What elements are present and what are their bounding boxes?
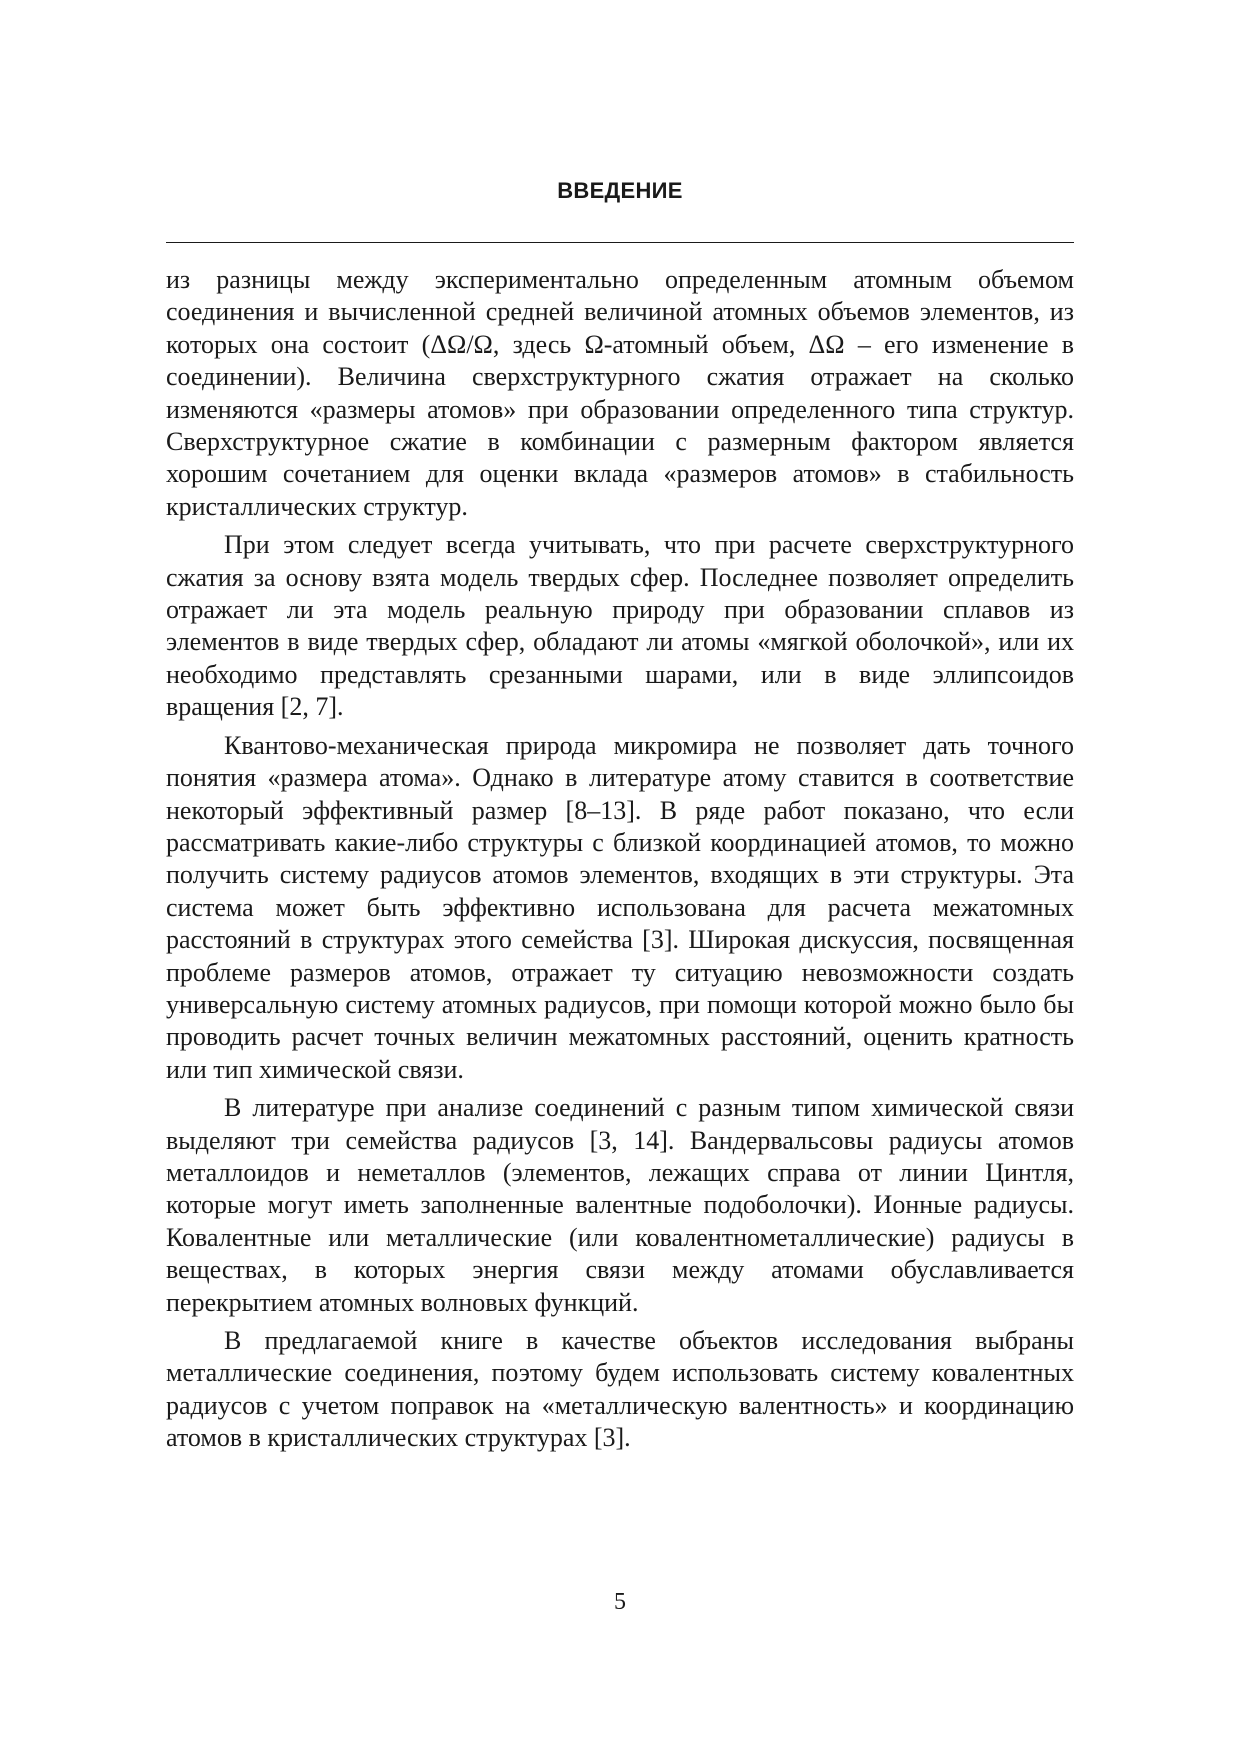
running-head-title: ВВЕДЕНИЕ [557, 178, 683, 203]
paragraph-2: При этом следует всегда учитывать, что при расчете сверхструктурного сжатия за основу взята модель твердых сфер. Последнее позволяет определить отражает ли эта модель реальную природу при образовании сплавов из элементов в виде твердых сфер, обладают ли атомы «мягкой оболочкой», или их необходимо представлять срезанными шарами, или в виде эллипсоидов вращения [2, 7]. [166, 530, 1074, 722]
paragraph-4: В литературе при анализе соединений с разным типом химической связи выделяют три семейства радиусов [3, 14]. Вандервальсовы радиусы атомов металлоидов и неметаллов (элементов, лежащих справа от линии Цинтля, которые могут иметь заполненные валентные подоболочки). Ионные радиусы. Ковалентные или металлические (или ковалентнометаллические) радиусы в веществах, в которых энергия связи между атомами обуславливается перекрытием атомных волновых функций. [166, 1093, 1074, 1317]
body-text [166, 264, 1074, 1455]
paragraph-3: Квантово-механическая природа микромира не позволяет дать точного понятия «размера атома». Однако в литературе атому ставится в соответствие некоторый эффективный размер [8–13]. В ряде работ показано, что если рассматривать какие-либо структуры с близкой координацией атомов, то можно получить систему радиусов атомов элементов, входящих в эти структуры. Эта система может быть эффективно использована для расчета межатомных расстояний в структурах этого семейства [3]. Широкая дискуссия, посвященная проблеме размеров атомов, отражает ту ситуацию невозможности создать универсальную систему атомных радиусов, при помощи которой можно было бы проводить расчет точных величин межатомных расстояний, оценить кратность или тип химической связи. [166, 730, 1074, 1084]
paragraph-5: В предлагаемой книге в качестве объектов исследования выбраны металлические соединения, поэтому будем использовать систему ковалентных радиусов с учетом поправок на «металлическую валентность» и координацию атомов в кристаллических структурах [3]. [166, 1326, 1074, 1453]
page-number: 5 [614, 1589, 626, 1615]
paragraph-1: из разницы между экспериментально определенным атомным объемом соединения и вычисленной средней величиной атомных объемов элементов, из которых она состоит (ΔΩ/Ω, здесь Ω-атомный объем, ΔΩ – его изменение в соединении). Величина сверхструктурного сжатия отражает на сколько изменяются «размеры атомов» при образовании определенного типа структур. Сверхструктурное сжатие в комбинации с размерным фактором является хорошим сочетанием для оценки вклада «размеров атомов» в стабильность кристаллических структур. [166, 265, 1074, 521]
header-divider [166, 242, 1074, 243]
